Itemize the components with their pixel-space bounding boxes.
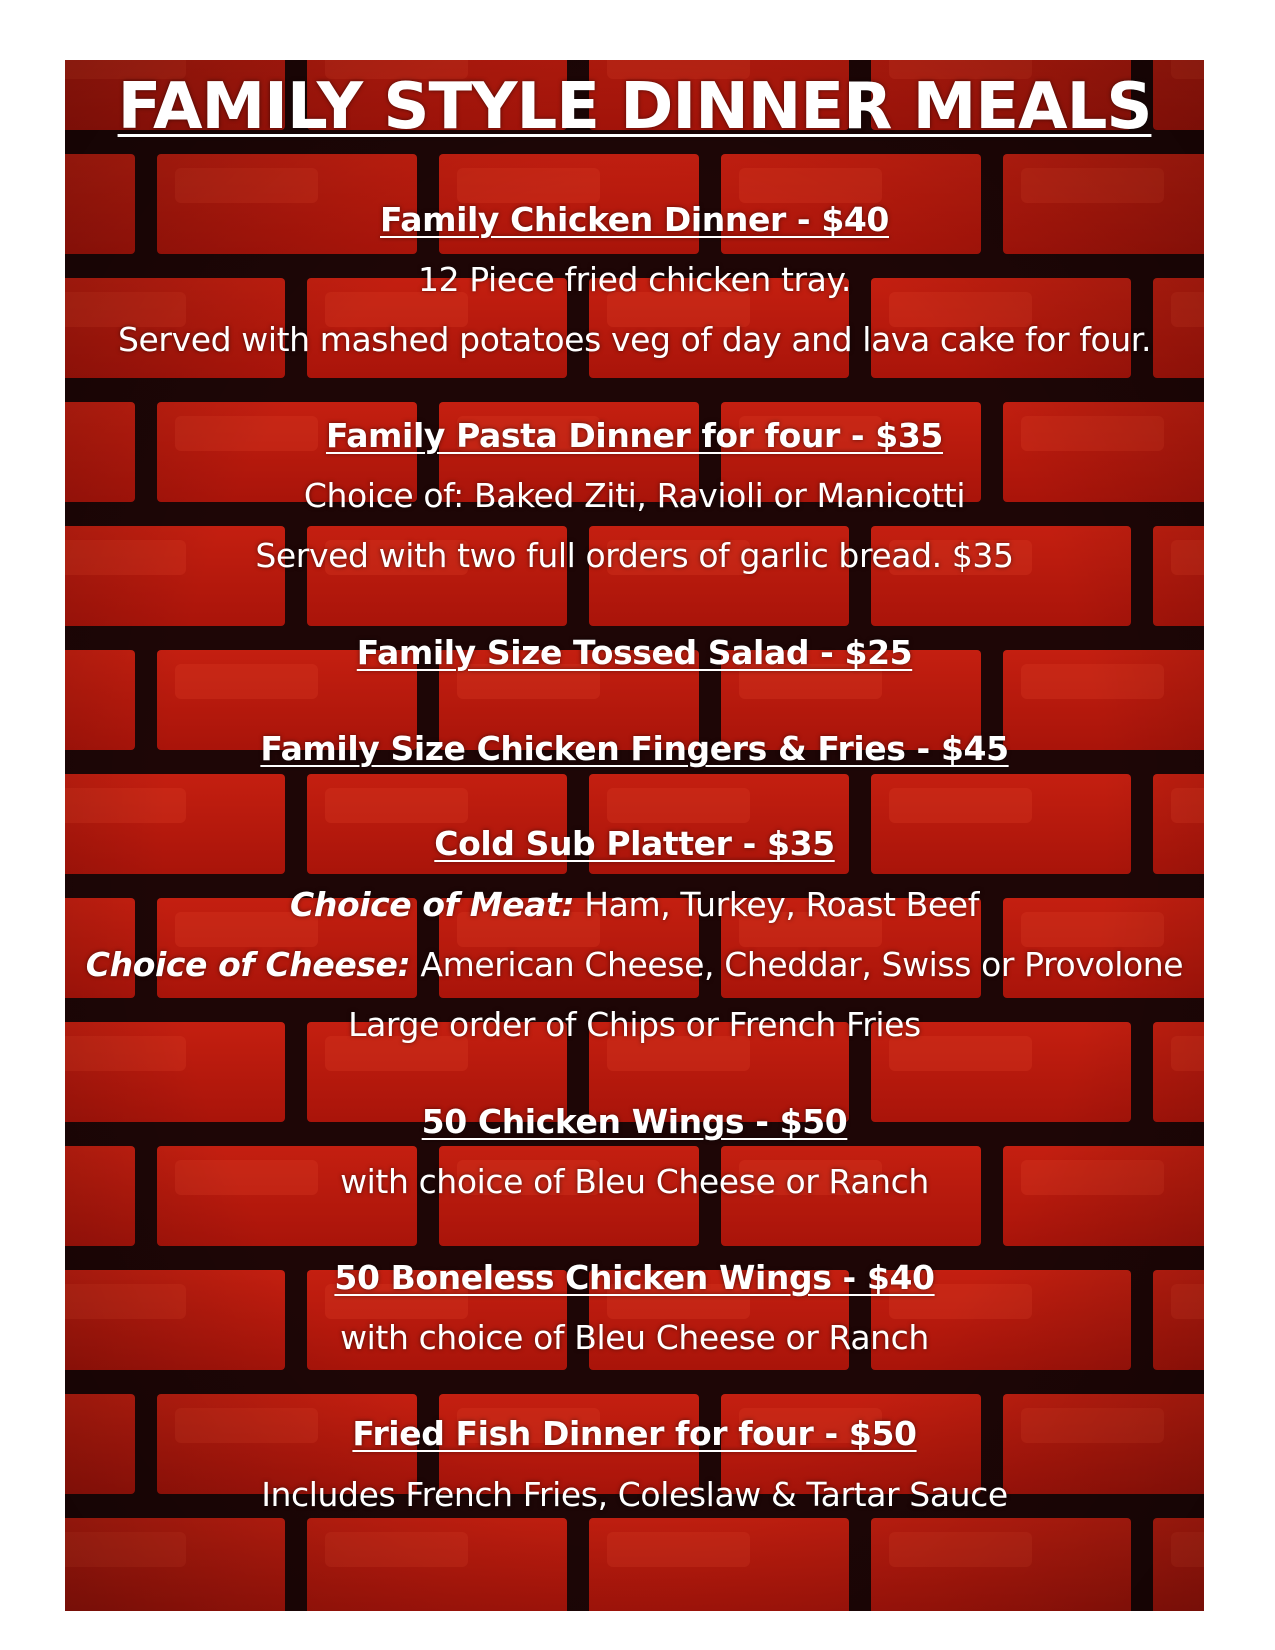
item-description-cheese xyxy=(65,941,1204,989)
menu-content xyxy=(65,60,1204,1611)
menu-title: FAMILY STYLE DINNER MEALS xyxy=(117,70,1152,144)
choice-label: Choice of Meat: xyxy=(290,885,575,924)
choice-text: American Cheese, Cheddar, Swiss or Provolone xyxy=(410,945,1184,984)
choice-text: Ham, Turkey, Roast Beef xyxy=(574,885,979,924)
item-description: Includes French Fries, Coleslaw & Tartar Sauce xyxy=(261,1475,1008,1514)
item-heading-cold-sub-platter: Cold Sub Platter - $35 xyxy=(434,824,835,863)
item-description: 12 Piece fried chicken tray. xyxy=(417,260,851,299)
item-heading-50-boneless-wings: 50 Boneless Chicken Wings - $40 xyxy=(334,1258,935,1297)
item-heading-chicken-fingers-fries: Family Size Chicken Fingers & Fries - $45 xyxy=(260,729,1009,768)
item-description: Served with mashed potatoes veg of day and lava cake for four. xyxy=(117,320,1152,359)
item-description: with choice of Bleu Cheese or Ranch xyxy=(340,1162,929,1201)
item-heading-family-chicken-dinner: Family Chicken Dinner - $40 xyxy=(380,200,889,239)
item-heading-50-chicken-wings: 50 Chicken Wings - $50 xyxy=(421,1102,848,1141)
item-description: Served with two full orders of garlic bread. $35 xyxy=(255,536,1014,575)
item-description: Large order of Chips or French Fries xyxy=(348,1005,921,1044)
choice-label: Choice of Cheese: xyxy=(85,945,411,984)
item-description: Choice of: Baked Ziti, Ravioli or Manicotti xyxy=(303,476,966,515)
item-description: with choice of Bleu Cheese or Ranch xyxy=(340,1318,929,1357)
menu-panel xyxy=(65,60,1204,1611)
item-heading-family-tossed-salad: Family Size Tossed Salad - $25 xyxy=(356,633,913,672)
item-heading-fried-fish-dinner: Fried Fish Dinner for four - $50 xyxy=(352,1414,917,1453)
item-heading-family-pasta-dinner: Family Pasta Dinner for four - $35 xyxy=(325,416,943,455)
item-description-meat xyxy=(65,881,1204,929)
